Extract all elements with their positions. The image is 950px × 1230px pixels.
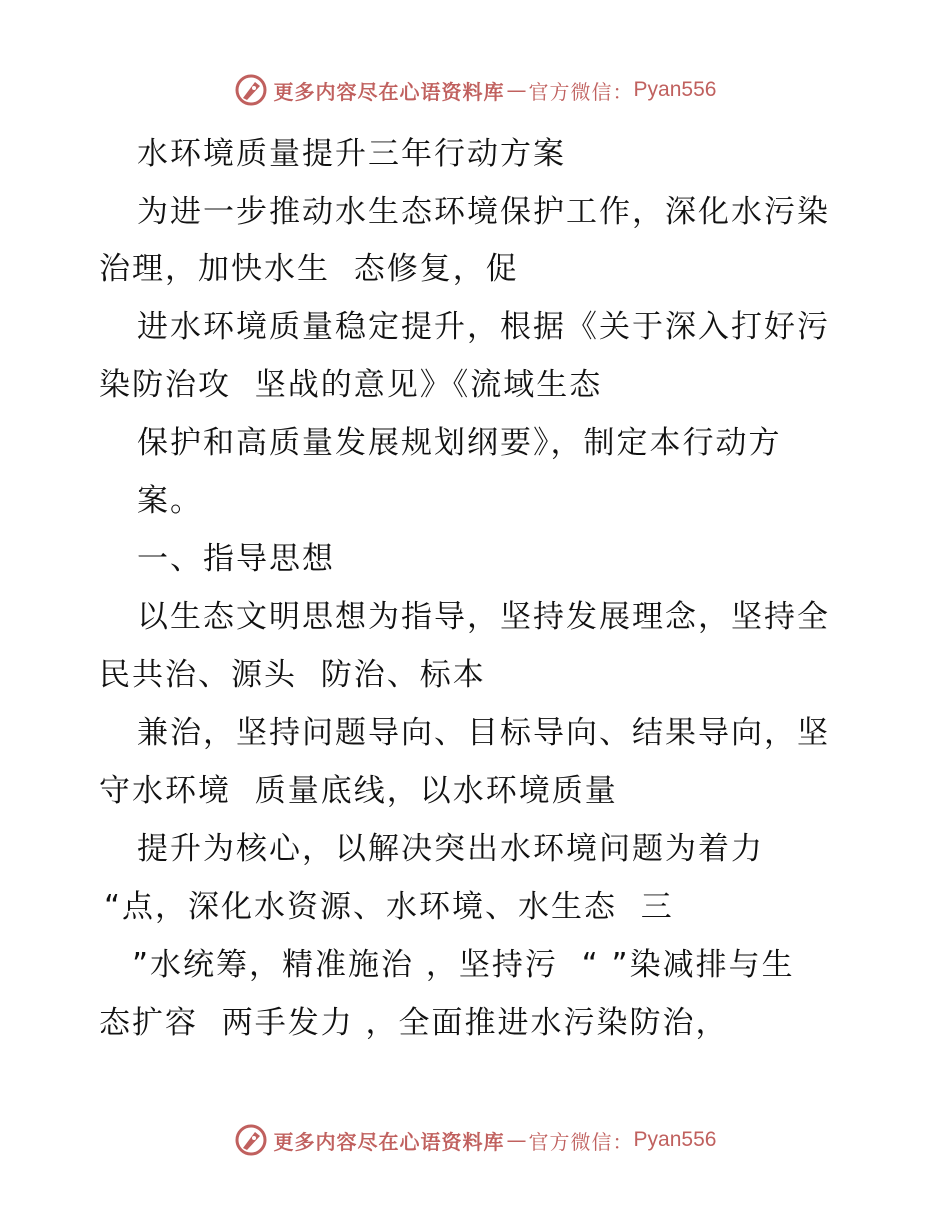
- watermark-separator: —: [506, 1128, 527, 1152]
- pen-nib-logo-icon: [234, 1123, 268, 1157]
- watermark-wechat-id: Pyan556: [633, 78, 717, 101]
- section-heading: 一、指导思想: [137, 541, 335, 577]
- paragraph-line: 态扩容 两手发力 ，全面推进水污染防治，: [99, 1005, 729, 1041]
- pen-nib-logo-icon: [234, 73, 268, 107]
- watermark-banner-top: [0, 70, 950, 110]
- watermark-text: 更多内容尽在心语资料库: [273, 1129, 505, 1154]
- watermark-banner-bottom: [0, 1120, 950, 1160]
- watermark-wechat-id: Pyan556: [633, 1128, 717, 1151]
- paragraph-line: 兼治，坚持问题导向、目标导向、结果导向，坚: [137, 715, 830, 751]
- watermark-text: 更多内容尽在心语资料库: [273, 79, 505, 104]
- paragraph-line: 治理，加快水生 态修复，促: [99, 251, 519, 287]
- paragraph-line: 民共治、源头 防治、标本: [99, 657, 486, 693]
- paragraph-line: 守水环境 质量底线，以水环境质量: [99, 773, 618, 809]
- paragraph-line: 染防治攻 坚战的意见》《流域生态: [99, 367, 603, 403]
- paragraph-line: ”水统筹，精准施治 ，坚持污 “ ”染减排与生: [132, 947, 795, 983]
- paragraph-line: 为进一步推动水生态环境保护工作，深化水污染: [137, 194, 830, 230]
- paragraph-line: 保护和高质量发展规划纲要》，制定本行动方: [137, 425, 782, 461]
- watermark-separator: —: [506, 78, 527, 102]
- paragraph-line: 案。: [137, 483, 203, 519]
- paragraph-line: 以生态文明思想为指导，坚持发展理念，坚持全: [137, 599, 830, 635]
- paragraph-line: 进水环境质量稳定提升，根据《关于深入打好污: [137, 309, 830, 345]
- paragraph-line: “点，深化水资源、水环境、水生态 三: [104, 889, 674, 925]
- paragraph-line: 提升为核心，以解决突出水环境问题为着力: [137, 831, 764, 867]
- watermark-wechat-label: 官方微信：: [528, 79, 634, 104]
- document-title: 水环境质量提升三年行动方案: [137, 136, 566, 172]
- watermark-wechat-label: 官方微信：: [528, 1129, 634, 1154]
